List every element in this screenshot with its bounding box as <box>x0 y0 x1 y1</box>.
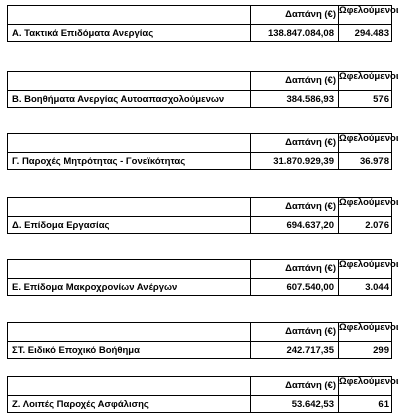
beneficiaries-column-header: Ωφελούμενοι <box>339 376 399 387</box>
row-label: Δ. Επίδομα Εργασίας <box>12 220 110 231</box>
table-block <box>7 71 399 107</box>
beneficiaries-column-header: Ωφελούμενοι <box>339 197 399 208</box>
table-row <box>7 341 392 359</box>
row-label: Ζ. Λοιπές Παροχές Ασφάλισης <box>12 399 149 410</box>
cost-value: 607.540,00 <box>286 282 334 293</box>
cost-value: 694.637,20 <box>286 220 334 231</box>
row-label: Α. Τακτικά Επιδόματα Ανεργίας <box>12 28 154 39</box>
beneficiaries-column-header: Ωφελούμενοι <box>339 259 399 270</box>
table-block <box>7 259 399 295</box>
cost-column-header: Δαπάνη (€) <box>285 380 336 391</box>
cost-column-header: Δαπάνη (€) <box>285 75 336 86</box>
header-row <box>7 197 399 217</box>
row-label: Β. Βοηθήματα Ανεργίας Αυτοαπασχολούμενων <box>12 94 225 105</box>
beneficiaries-value: 3.044 <box>365 282 389 293</box>
beneficiaries-column-header: Ωφελούμενοι <box>339 5 399 16</box>
table-row <box>7 278 392 296</box>
beneficiaries-value: 576 <box>373 94 389 105</box>
cost-value: 31.870.929,39 <box>273 156 334 167</box>
table-row <box>7 90 392 108</box>
beneficiaries-column-header: Ωφελούμενοι <box>339 71 399 82</box>
header-row <box>7 259 399 279</box>
table-block <box>7 376 399 412</box>
table-block <box>7 322 399 358</box>
cost-value: 138.847.084,08 <box>267 28 334 39</box>
header-row <box>7 133 399 153</box>
table-block <box>7 5 399 41</box>
cost-column-header: Δαπάνη (€) <box>285 9 336 20</box>
beneficiaries-value: 294.483 <box>354 28 389 39</box>
cost-column-header: Δαπάνη (€) <box>285 137 336 148</box>
row-label: Ε. Επίδομα Μακροχρονίων Ανέργων <box>12 282 178 293</box>
cost-column-header: Δαπάνη (€) <box>285 326 336 337</box>
cost-column-header: Δαπάνη (€) <box>285 263 336 274</box>
beneficiaries-value: 2.076 <box>365 220 389 231</box>
table-row <box>7 24 392 42</box>
beneficiaries-value: 61 <box>378 399 389 410</box>
cost-value: 384.586,93 <box>286 94 334 105</box>
table-row <box>7 152 392 170</box>
cost-column-header: Δαπάνη (€) <box>285 201 336 212</box>
header-row <box>7 5 399 25</box>
cost-value: 53.642,53 <box>291 399 334 410</box>
beneficiaries-value: 299 <box>373 345 389 356</box>
table-block <box>7 197 399 233</box>
header-row <box>7 322 399 342</box>
table-block <box>7 133 399 169</box>
row-label: Γ. Παροχές Μητρότητας - Γονεϊκότητας <box>12 156 186 167</box>
table-row <box>7 395 392 413</box>
beneficiaries-column-header: Ωφελούμενοι <box>339 322 399 333</box>
row-label: ΣΤ. Ειδικό Εποχικό Βοήθημα <box>12 345 140 356</box>
header-row <box>7 71 399 91</box>
header-row <box>7 376 399 396</box>
beneficiaries-column-header: Ωφελούμενοι <box>339 133 399 144</box>
cost-value: 242.717,35 <box>286 345 334 356</box>
beneficiaries-value: 36.978 <box>359 156 389 167</box>
table-row <box>7 216 392 234</box>
